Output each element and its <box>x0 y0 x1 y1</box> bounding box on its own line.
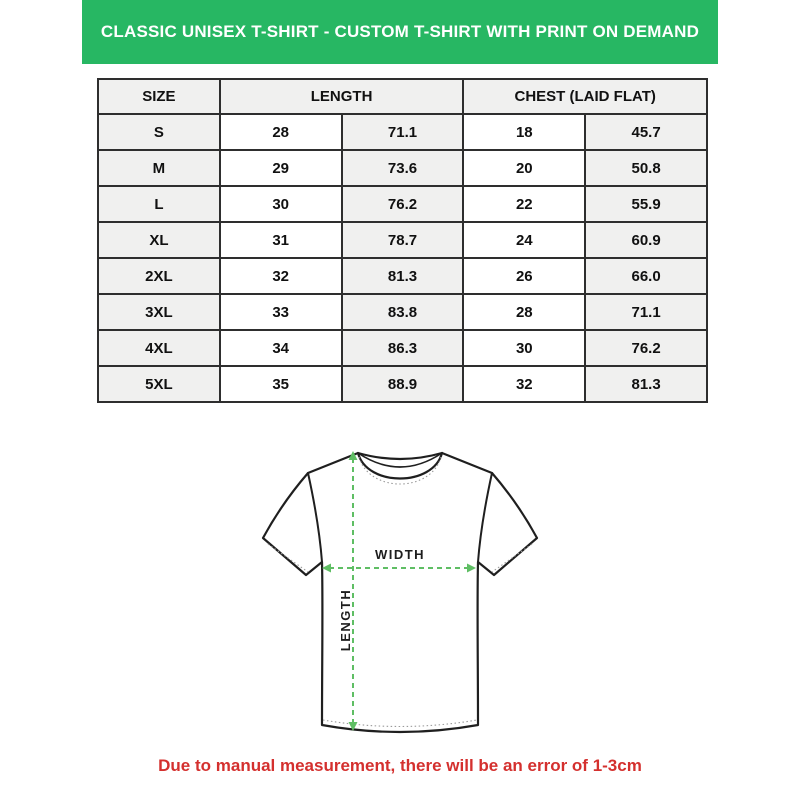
width-label: WIDTH <box>374 547 426 562</box>
chest-cm-cell: 50.8 <box>585 150 707 186</box>
chest-cm-cell: 81.3 <box>585 366 707 402</box>
chest-cm-cell: 66.0 <box>585 258 707 294</box>
length-in-cell: 30 <box>220 186 342 222</box>
table-row <box>98 186 707 222</box>
length-in-cell: 32 <box>220 258 342 294</box>
length-cm-cell: 83.8 <box>342 294 464 330</box>
chest-in-cell: 26 <box>463 258 585 294</box>
length-header: LENGTH <box>220 79 464 114</box>
size-cell: L <box>98 186 220 222</box>
page-title: CLASSIC UNISEX T-SHIRT - CUSTOM T-SHIRT WITH PRINT ON DEMAND <box>100 22 700 41</box>
size-cell: M <box>98 150 220 186</box>
size-cell: 2XL <box>98 258 220 294</box>
measurement-error-note: Due to manual measurement, there will be an error of 1-3cm <box>158 756 642 775</box>
chest-cm-cell: 76.2 <box>585 330 707 366</box>
header-row <box>98 79 707 114</box>
size-chart-container <box>97 78 708 403</box>
length-cm-cell: 71.1 <box>342 114 464 150</box>
length-in-cell: 35 <box>220 366 342 402</box>
title-banner <box>82 0 718 64</box>
table-row <box>98 222 707 258</box>
table-row <box>98 150 707 186</box>
tshirt-diagram-svg <box>255 443 545 738</box>
tshirt-measurement-diagram <box>255 443 545 738</box>
chest-in-cell: 30 <box>463 330 585 366</box>
length-cm-cell: 76.2 <box>342 186 464 222</box>
tshirt-icon <box>263 453 537 732</box>
length-cm-cell: 86.3 <box>342 330 464 366</box>
table-row <box>98 294 707 330</box>
length-cm-cell: 88.9 <box>342 366 464 402</box>
size-cell: XL <box>98 222 220 258</box>
length-cm-cell: 78.7 <box>342 222 464 258</box>
size-cell: 5XL <box>98 366 220 402</box>
table-row <box>98 366 707 402</box>
chest-cm-cell: 45.7 <box>585 114 707 150</box>
chest-in-cell: 18 <box>463 114 585 150</box>
size-chart-table <box>97 78 708 403</box>
length-in-cell: 31 <box>220 222 342 258</box>
length-in-cell: 33 <box>220 294 342 330</box>
chest-in-cell: 22 <box>463 186 585 222</box>
table-row <box>98 330 707 366</box>
chest-cm-cell: 60.9 <box>585 222 707 258</box>
length-in-cell: 29 <box>220 150 342 186</box>
length-in-cell: 34 <box>220 330 342 366</box>
chest-in-cell: 24 <box>463 222 585 258</box>
size-cell: 3XL <box>98 294 220 330</box>
chest-cm-cell: 71.1 <box>585 294 707 330</box>
length-cm-cell: 73.6 <box>342 150 464 186</box>
chest-in-cell: 32 <box>463 366 585 402</box>
chest-cm-cell: 55.9 <box>585 186 707 222</box>
size-cell: S <box>98 114 220 150</box>
length-in-cell: 28 <box>220 114 342 150</box>
length-cm-cell: 81.3 <box>342 258 464 294</box>
table-row <box>98 258 707 294</box>
chest-in-cell: 20 <box>463 150 585 186</box>
chest-header: CHEST (LAID FLAT) <box>463 79 707 114</box>
size-cell: 4XL <box>98 330 220 366</box>
length-label: LENGTH <box>338 588 353 652</box>
size-header: SIZE <box>98 79 220 114</box>
chest-in-cell: 28 <box>463 294 585 330</box>
table-row <box>98 114 707 150</box>
